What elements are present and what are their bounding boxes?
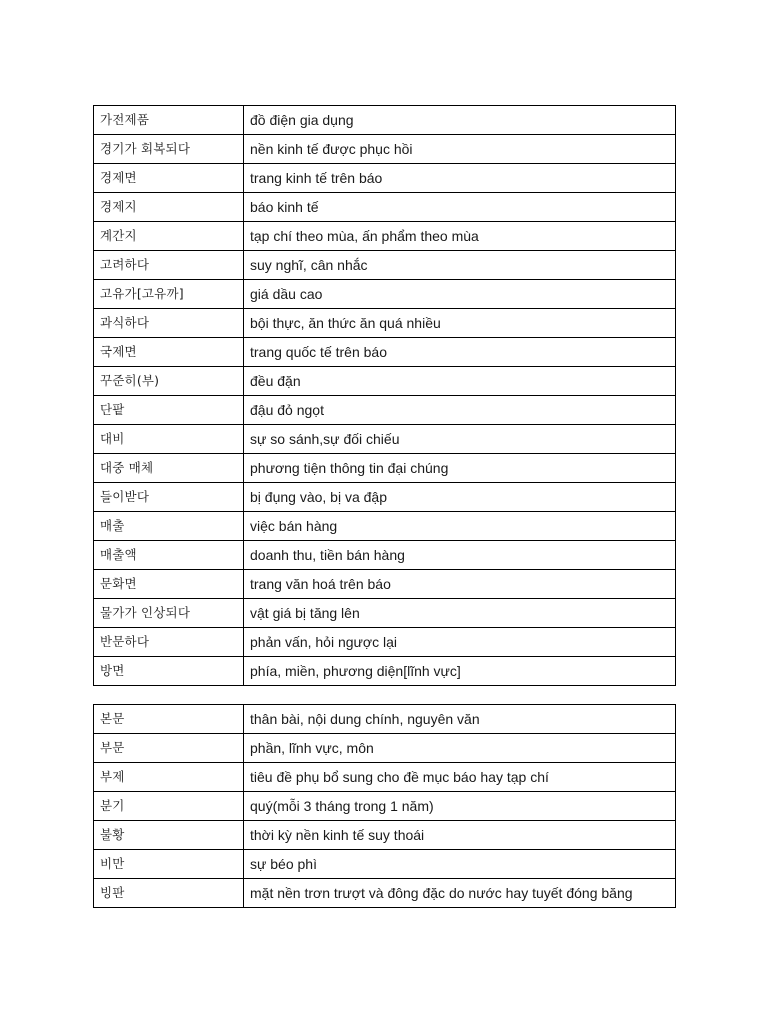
table-row [94,251,676,280]
korean-term-cell: 고려하다 [94,251,244,280]
korean-term-cell: 들이받다 [94,483,244,512]
table-row [94,792,676,821]
vietnamese-meaning-cell: việc bán hàng [244,512,676,541]
vietnamese-meaning-cell: suy nghĩ, cân nhắc [244,251,676,280]
korean-term-cell: 과식하다 [94,309,244,338]
table-row [94,425,676,454]
table-row [94,483,676,512]
vietnamese-meaning-cell: mặt nền trơn trượt và đông đặc do nước hay tuyết đóng băng [244,879,676,908]
korean-term-cell: 방면 [94,657,244,686]
korean-term-cell: 비만 [94,850,244,879]
korean-term-cell: 매출 [94,512,244,541]
vietnamese-meaning-cell: tạp chí theo mùa, ấn phẩm theo mùa [244,222,676,251]
table-row [94,367,676,396]
vocabulary-table-2 [93,704,676,908]
table-row [94,599,676,628]
vietnamese-meaning-cell: giá dầu cao [244,280,676,309]
vietnamese-meaning-cell: trang kinh tế trên báo [244,164,676,193]
korean-term-cell: 단팥 [94,396,244,425]
table-row [94,338,676,367]
table-row [94,106,676,135]
vietnamese-meaning-cell: phần, lĩnh vực, môn [244,734,676,763]
table-row [94,222,676,251]
korean-term-cell: 대중 매체 [94,454,244,483]
vietnamese-meaning-cell: trang văn hoá trên báo [244,570,676,599]
table-row [94,309,676,338]
table-row [94,193,676,222]
vietnamese-meaning-cell: thân bài, nội dung chính, nguyên văn [244,705,676,734]
vietnamese-meaning-cell: đồ điện gia dụng [244,106,676,135]
korean-term-cell: 본문 [94,705,244,734]
table-row [94,541,676,570]
korean-term-cell: 계간지 [94,222,244,251]
korean-term-cell: 부문 [94,734,244,763]
vocabulary-table-1 [93,105,676,686]
table-row [94,821,676,850]
korean-term-cell: 꾸준히(부) [94,367,244,396]
table-row [94,879,676,908]
table-row [94,396,676,425]
vietnamese-meaning-cell: bội thực, ăn thức ăn quá nhiều [244,309,676,338]
table-row [94,705,676,734]
table-row [94,657,676,686]
korean-term-cell: 반문하다 [94,628,244,657]
korean-term-cell: 매출액 [94,541,244,570]
table-row [94,280,676,309]
table-row [94,454,676,483]
table-row [94,734,676,763]
vietnamese-meaning-cell: đều đặn [244,367,676,396]
vietnamese-meaning-cell: trang quốc tế trên báo [244,338,676,367]
table-row [94,850,676,879]
table-row [94,512,676,541]
vietnamese-meaning-cell: đậu đỏ ngọt [244,396,676,425]
korean-term-cell: 빙판 [94,879,244,908]
korean-term-cell: 불황 [94,821,244,850]
vietnamese-meaning-cell: sự so sánh,sự đối chiếu [244,425,676,454]
table-row [94,135,676,164]
korean-term-cell: 경기가 회복되다 [94,135,244,164]
vietnamese-meaning-cell: quý(mỗi 3 tháng trong 1 năm) [244,792,676,821]
korean-term-cell: 경제지 [94,193,244,222]
korean-term-cell: 경제면 [94,164,244,193]
vietnamese-meaning-cell: nền kinh tế được phục hồi [244,135,676,164]
korean-term-cell: 고유가[고유까] [94,280,244,309]
vietnamese-meaning-cell: tiêu đề phụ bổ sung cho đề mục báo hay tạp chí [244,763,676,792]
vietnamese-meaning-cell: vật giá bị tăng lên [244,599,676,628]
table-1-body [94,106,676,686]
korean-term-cell: 국제면 [94,338,244,367]
korean-term-cell: 문화면 [94,570,244,599]
korean-term-cell: 가전제품 [94,106,244,135]
vietnamese-meaning-cell: phía, miền, phương diện[lĩnh vực] [244,657,676,686]
vietnamese-meaning-cell: phương tiện thông tin đại chúng [244,454,676,483]
vietnamese-meaning-cell: thời kỳ nền kinh tế suy thoái [244,821,676,850]
vietnamese-meaning-cell: phản vấn, hỏi ngược lại [244,628,676,657]
korean-term-cell: 대비 [94,425,244,454]
korean-term-cell: 부제 [94,763,244,792]
vietnamese-meaning-cell: doanh thu, tiền bán hàng [244,541,676,570]
vietnamese-meaning-cell: báo kinh tế [244,193,676,222]
table-row [94,628,676,657]
table-row [94,164,676,193]
table-2-body [94,705,676,908]
korean-term-cell: 물가가 인상되다 [94,599,244,628]
vietnamese-meaning-cell: bị đụng vào, bị va đập [244,483,676,512]
korean-term-cell: 분기 [94,792,244,821]
table-row [94,570,676,599]
table-row [94,763,676,792]
vietnamese-meaning-cell: sự béo phì [244,850,676,879]
